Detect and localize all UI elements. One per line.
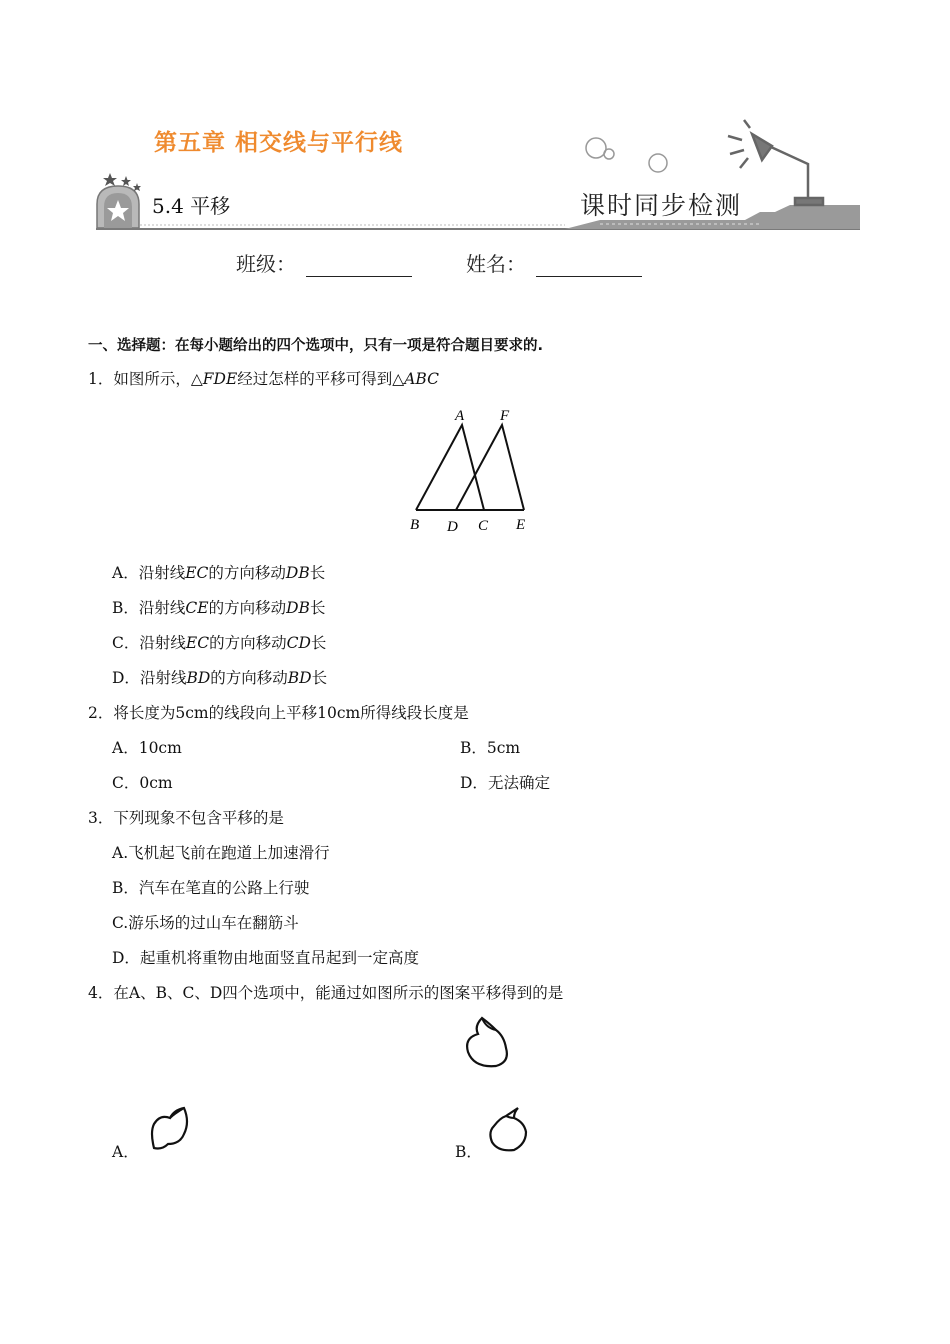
- q2-option-a[interactable]: A．10cm: [112, 739, 182, 757]
- q3-option-c[interactable]: C.游乐场的过山车在翻筋斗: [112, 914, 299, 932]
- star-badge-icon: [97, 173, 141, 228]
- q1-option-a[interactable]: A．沿射线EC的方向移动DB长: [112, 564, 326, 582]
- label-d: D: [447, 519, 458, 535]
- name-label: 姓名：: [466, 252, 526, 276]
- q2-stem: 2．将长度为5cm的线段向上平移10cm所得线段长度是: [88, 704, 469, 722]
- header-banner: [0, 0, 950, 240]
- q2-number: 2．: [88, 704, 114, 722]
- q1-option-c[interactable]: C．沿射线EC的方向移动CD长: [112, 634, 327, 652]
- triangle-abc: [416, 425, 484, 510]
- label-f: F: [500, 408, 510, 424]
- q4-option-b[interactable]: B．: [455, 1143, 482, 1161]
- q1-number: 1．: [88, 370, 114, 388]
- q3-option-b[interactable]: B．汽车在笔直的公路上行驶: [112, 879, 310, 897]
- q1-option-b[interactable]: B．沿射线CE的方向移动DB长: [112, 599, 326, 617]
- q4-option-a-figure[interactable]: [146, 1104, 196, 1158]
- q1-stem: 1．如图所示，△FDE经过怎样的平移可得到△ABC: [88, 370, 439, 388]
- desk-lamp-icon: [728, 120, 823, 205]
- label-e: E: [516, 517, 526, 533]
- q2-option-d[interactable]: D．无法确定: [460, 774, 550, 792]
- label-a: A: [455, 408, 465, 424]
- leaf-icon: [460, 1014, 520, 1074]
- section-title: 5.4 平移: [152, 194, 231, 218]
- q3-option-d[interactable]: D．起重机将重物由地面竖直吊起到一定高度: [112, 949, 419, 967]
- q2-option-c[interactable]: C．0cm: [112, 774, 173, 792]
- name-blank: [536, 256, 642, 277]
- q4-stem: 4．在A、B、C、D四个选项中，能通过如图所示的图案平移得到的是: [88, 984, 564, 1002]
- leaf-icon: [146, 1104, 196, 1154]
- leaf-icon: [484, 1104, 534, 1154]
- bubble-icon: [586, 138, 606, 158]
- q2-option-b[interactable]: B．5cm: [460, 739, 521, 757]
- class-name-row: [236, 248, 642, 277]
- chapter-title: 第五章 相交线与平行线: [154, 130, 404, 156]
- q4-number: 4．: [88, 984, 114, 1002]
- class-label: 班级：: [236, 252, 296, 276]
- q1-option-d[interactable]: D．沿射线BD的方向移动BD长: [112, 669, 328, 687]
- class-blank: [306, 256, 412, 277]
- q1-triangle-figure: [400, 400, 540, 540]
- label-c: C: [478, 518, 489, 534]
- banner-graphic: [0, 0, 950, 240]
- section-heading: 一、选择题：在每小题给出的四个选项中，只有一项是符合题目要求的.: [88, 338, 544, 354]
- label-b: B: [410, 517, 420, 533]
- brand-text: 课时同步检测: [580, 191, 743, 220]
- q3-stem: 3．下列现象不包含平移的是: [88, 809, 284, 827]
- q3-option-a[interactable]: A.飞机起飞前在跑道上加速滑行: [112, 844, 330, 862]
- q3-number: 3．: [88, 809, 114, 827]
- q1-figure: [400, 400, 540, 544]
- q4-option-a[interactable]: A．: [112, 1143, 139, 1161]
- q4-option-b-figure[interactable]: [484, 1104, 534, 1158]
- q4-reference-figure: [460, 1014, 520, 1078]
